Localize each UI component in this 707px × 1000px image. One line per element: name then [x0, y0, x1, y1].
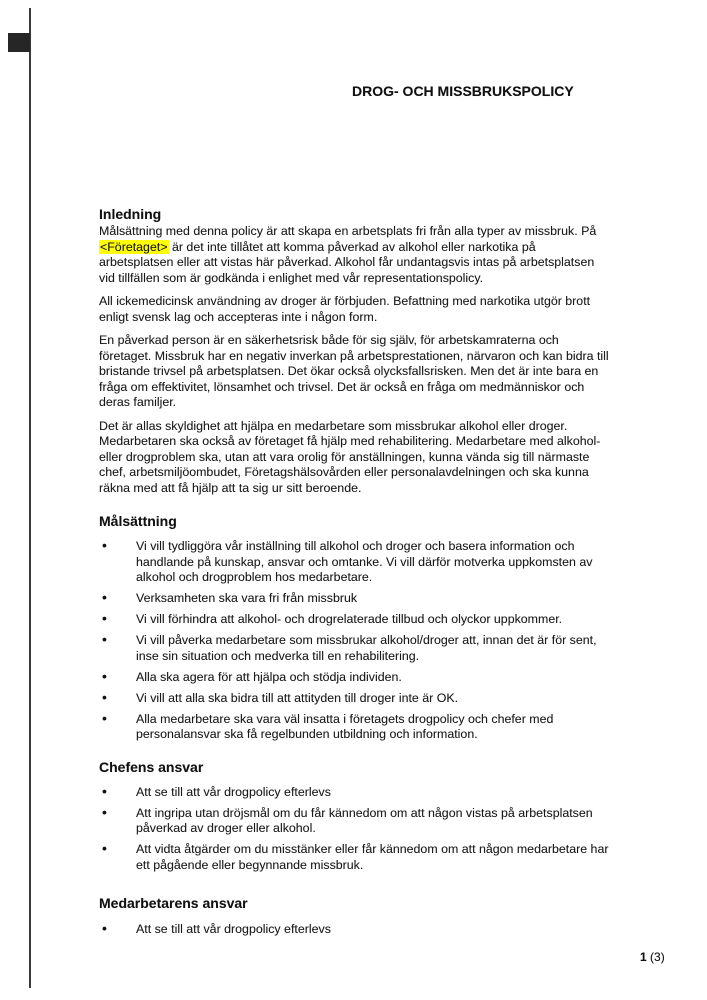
page-number: [640, 950, 665, 964]
goals-list: [99, 539, 613, 743]
list-item-text: Att se till att vår drogpolicy efterlevs: [136, 784, 331, 799]
intro-paragraph-1-before: Målsättning med denna policy är att skapa en arbetsplats fri från alla typer av missbruk. På: [99, 224, 597, 238]
list-item-text: Att se till att vår drogpolicy efterlevs: [136, 922, 331, 936]
list-item-text: Vi vill påverka medarbetare som missbrukar alkohol/droger att, innan det är för sent, inse sin situation och medverka till en rehabilitering.: [136, 633, 597, 663]
list-item: [99, 691, 613, 707]
list-item-text: Att ingripa utan dröjsmål om du får kännedom om att någon vistas på arbetsplatsen påverkad av droger eller alkohol.: [136, 805, 593, 835]
heading-inledning: Inledning: [99, 206, 162, 222]
heading-medarbetarens-ansvar: Medarbetarens ansvar: [99, 895, 248, 911]
employee-list: [99, 922, 613, 938]
list-item: [99, 806, 613, 837]
intro-paragraph-1-after: är det inte tillåtet att komma påverkad av alkohol eller narkotika på arbetsplatsen eller att vistas här påverkad. Alkohol får undantagsvis intas på arbetsplatsen vid tillfällen som är godkända i enlighet med vår representationspolicy.: [99, 239, 595, 285]
list-item: [99, 785, 613, 801]
list-item: [99, 539, 613, 586]
document-title: DROG- OCH MISSBRUKSPOLICY: [352, 83, 574, 99]
page-number-current: 1: [640, 950, 647, 964]
list-item: [99, 670, 613, 686]
list-item-text: Alla medarbetare ska vara väl insatta i företagets drogpolicy och chefer med personalansvar ska få regelbunden utbildning och information.: [136, 711, 554, 741]
company-placeholder-highlight: <Företaget>: [100, 239, 168, 254]
intro-paragraph-3: En påverkad person är en säkerhetsrisk både för sig själv, för arbetskamraterna och företaget. Missbruk har en negativ inverkan på arbetsprestationen, närvaron och kan bidra till bristande trivsel på arbetsplatsen. Det ökar också olycksfallsrisken. Men det är inte bara en fråga om effektivitet, lönsamhet och trivsel. Det är också en fråga om medmänniskor och deras familjer.: [99, 333, 609, 409]
page-number-total: (3): [650, 950, 665, 964]
intro-paragraph-4: Det är allas skyldighet att hjälpa en medarbetare som missbrukar alkohol eller droger. Medarbetaren ska också av företaget få hjälp med rehabilitering. Medarbetare med alkohol- eller drogproblem ska, utan att vara orolig för anställningen, kunna vända sig till närmaste chef, arbetsmiljöombudet, Företagshälsovården eller personalavdelningen och ska kunna räkna med att få hjälp att ta sig ur sitt beroende.: [99, 418, 601, 495]
list-item-text: Att vidta åtgärder om du misstänker eller får kännedom om att någon medarbetare har ett pågående eller begynnande missbruk.: [136, 842, 609, 872]
list-item: [99, 633, 613, 664]
list-item: [99, 712, 613, 743]
list-item: [99, 842, 613, 873]
scan-artifact-square: [8, 33, 30, 52]
list-item: [99, 591, 613, 607]
list-item-text: Vi vill att alla ska bidra till att attityden till droger inte är OK.: [136, 690, 459, 705]
manager-list: [99, 785, 613, 874]
scan-artifact-line: [29, 8, 31, 988]
list-item-text: Verksamheten ska vara fri från missbruk: [136, 591, 358, 605]
list-item-text: Vi vill tydliggöra vår inställning till alkohol och droger och basera information och handlande på kunskap, ansvar och omtanke. Vi vill därför motverka uppkomsten av alkohol och drogproblem hos medarbetare.: [136, 539, 593, 584]
document-body: [99, 206, 613, 943]
list-item-text: Alla ska agera för att hjälpa och stödja individen.: [136, 669, 402, 684]
list-item: [99, 922, 613, 938]
intro-paragraph-1: [99, 224, 613, 286]
list-item: [99, 612, 613, 628]
heading-malsattning: Målsättning: [99, 513, 177, 529]
list-item-text: Vi vill förhindra att alkohol- och drogrelaterade tillbud och olyckor uppkommer.: [136, 612, 563, 626]
heading-chefens-ansvar: Chefens ansvar: [99, 758, 204, 775]
intro-paragraph-2: All ickemedicinsk användning av droger är förbjuden. Befattning med narkotika utgör brott enligt svensk lag och accepteras inte i någon form.: [99, 294, 591, 324]
